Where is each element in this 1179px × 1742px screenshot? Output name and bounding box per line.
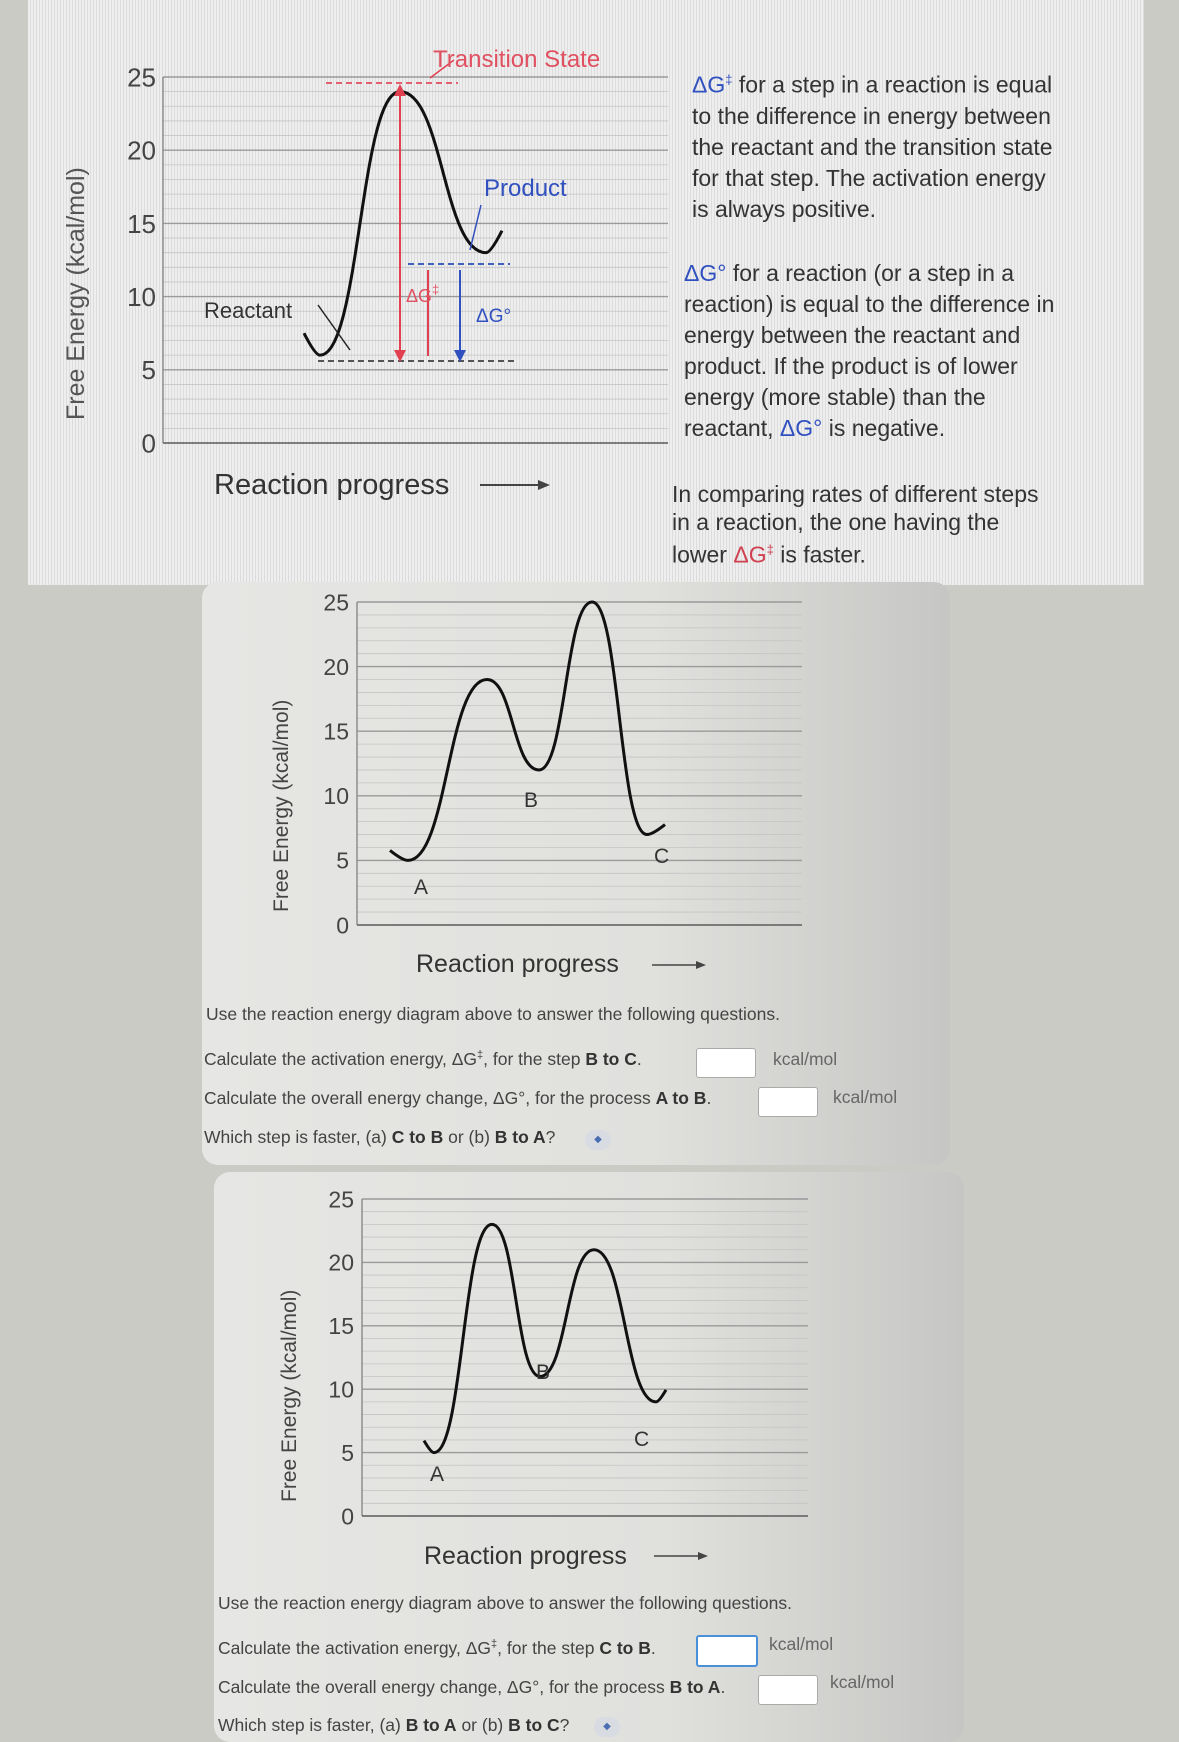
note-line: is negative. xyxy=(822,415,946,441)
problem-card-2 xyxy=(214,1172,964,1742)
question-text: . xyxy=(720,1677,726,1697)
y-tick-label-25: 25 xyxy=(127,62,156,93)
y-tick-label-0: 0 xyxy=(341,1503,354,1530)
delta-g-arrow-head xyxy=(454,350,466,362)
note-line: reaction) is equal to the difference in xyxy=(684,291,1055,317)
point-a-label: A xyxy=(414,876,429,899)
y-tick-label-10: 10 xyxy=(328,1376,354,1403)
product-pointer-line xyxy=(470,205,481,250)
problem1-question-faster xyxy=(204,1127,555,1148)
point-b-label: B xyxy=(536,1361,551,1384)
y-tick-label-10: 10 xyxy=(127,281,156,312)
question-text: , for the step xyxy=(497,1638,600,1658)
reference-x-arrow-head xyxy=(538,480,550,490)
y-tick-label-5: 5 xyxy=(336,847,349,874)
reference-panel xyxy=(28,0,1144,585)
question-text: , for the step xyxy=(483,1049,586,1069)
point-c-label: C xyxy=(634,1428,650,1451)
y-tick-label-0: 0 xyxy=(336,912,349,939)
problem1-ylabel: Free Energy (kcal/mol) xyxy=(270,699,293,912)
reference-tick-labels xyxy=(127,62,156,458)
y-tick-label-5: 5 xyxy=(341,1439,354,1466)
question-text: ? xyxy=(559,1715,570,1735)
problem1-intro: Use the reaction energy diagram above to answer the following questions. xyxy=(206,1004,780,1024)
question-text: Which step is faster, (a) xyxy=(218,1715,406,1735)
note-line: in a reaction, the one having the xyxy=(672,509,1000,535)
y-tick-label-10: 10 xyxy=(323,783,349,810)
overall-energy-input[interactable] xyxy=(758,1087,818,1117)
problem2-tick-labels xyxy=(328,1186,354,1529)
y-tick-label-15: 15 xyxy=(127,208,156,239)
problem2-xlabel: Reaction progress xyxy=(424,1542,627,1570)
question-text: or (b) xyxy=(456,1715,509,1735)
note-dg-standard-symbol: ΔG° xyxy=(779,415,823,441)
problem2-question-overall xyxy=(218,1677,725,1698)
question-text: Calculate the activation energy, ΔG xyxy=(204,1049,478,1069)
reference-xlabel: Reaction progress xyxy=(214,469,450,501)
question-text: . xyxy=(636,1049,642,1069)
note-line: energy between the reactant and xyxy=(684,322,1021,348)
note-line: for that step. The activation energy xyxy=(692,164,1046,191)
note-line: to the difference in energy between xyxy=(692,102,1051,129)
question-text: ? xyxy=(545,1127,556,1147)
delta-g-note xyxy=(684,258,1054,444)
activation-energy-input[interactable] xyxy=(696,1635,758,1667)
problem2-chart xyxy=(214,1172,964,1572)
problem2-intro: Use the reaction energy diagram above to answer the following questions. xyxy=(218,1593,792,1613)
step-label: B to C xyxy=(508,1715,560,1735)
problem1-x-arrow-head xyxy=(696,961,706,969)
problem2-gridlines xyxy=(362,1199,808,1516)
dagger-symbol: ‡ xyxy=(491,1638,498,1651)
note-dg-symbol: ΔG xyxy=(692,71,726,98)
y-tick-label-25: 25 xyxy=(323,589,349,616)
dagger-symbol: ‡ xyxy=(477,1049,484,1062)
question-text: Calculate the activation energy, ΔG xyxy=(218,1638,492,1658)
question-text: Which step is faster, (a) xyxy=(204,1127,392,1147)
y-tick-label-20: 20 xyxy=(323,653,349,680)
reactant-label: Reactant xyxy=(204,298,293,323)
faster-step-select[interactable] xyxy=(585,1130,611,1150)
activation-arrow-head-down xyxy=(394,350,406,362)
overall-energy-unit: kcal/mol xyxy=(833,1087,898,1107)
note-line: the reactant and the transition state xyxy=(692,133,1053,160)
y-tick-label-0: 0 xyxy=(141,428,156,459)
activation-energy-unit: kcal/mol xyxy=(773,1049,838,1069)
point-a-label: A xyxy=(430,1463,445,1486)
step-label: C to B xyxy=(391,1127,444,1147)
note-line: is faster. xyxy=(773,541,866,568)
step-label: B to A xyxy=(405,1715,457,1735)
note-dg-standard-symbol: ΔG° xyxy=(684,260,727,286)
note-line: for a reaction (or a step in a xyxy=(726,260,1015,286)
updown-chevron-icon: ◆ xyxy=(603,1721,611,1732)
note-line: is always positive. xyxy=(692,195,877,222)
updown-chevron-icon: ◆ xyxy=(594,1134,602,1145)
note-line: reactant, xyxy=(684,415,780,441)
activation-arrow-head-up xyxy=(394,84,406,96)
problem1-tick-labels xyxy=(323,589,349,938)
problem2-ylabel: Free Energy (kcal/mol) xyxy=(278,1289,301,1502)
note-line: energy (more stable) than the xyxy=(684,384,986,410)
overall-energy-input[interactable] xyxy=(758,1675,818,1705)
step-label: B to A xyxy=(669,1677,721,1697)
problem1-xlabel: Reaction progress xyxy=(416,950,619,978)
rate-comparison-note xyxy=(672,480,1039,569)
note-line: lower xyxy=(672,541,734,568)
product-label: Product xyxy=(484,175,567,202)
dg-standard-label: ΔG° xyxy=(476,306,512,327)
point-b-label: B xyxy=(524,789,539,812)
note-dg-dagger: ‡ xyxy=(725,72,733,87)
problem1-question-activation xyxy=(204,1049,642,1070)
question-text: . xyxy=(650,1638,656,1658)
y-tick-label-20: 20 xyxy=(328,1249,354,1276)
step-label: B to A xyxy=(494,1127,546,1147)
y-tick-label-25: 25 xyxy=(328,1186,354,1213)
note-line: for a step in a reaction is equal xyxy=(732,71,1053,98)
y-tick-label-15: 15 xyxy=(328,1313,354,1340)
question-text: Calculate the overall energy change, ΔG°, for the process xyxy=(218,1677,670,1697)
overall-energy-unit: kcal/mol xyxy=(830,1672,895,1692)
problem1-question-overall xyxy=(204,1088,711,1109)
reference-ylabel: Free Energy (kcal/mol) xyxy=(62,167,90,420)
problem2-question-activation xyxy=(218,1638,656,1659)
activation-energy-input[interactable] xyxy=(696,1048,756,1078)
step-label: C to B xyxy=(599,1638,651,1658)
activation-energy-unit: kcal/mol xyxy=(769,1634,834,1654)
transition-state-label: Transition State xyxy=(433,46,601,73)
note-line: product. If the product is of lower xyxy=(684,353,1018,379)
question-text: Calculate the overall energy change, ΔG°, for the process xyxy=(204,1088,656,1108)
y-tick-label-15: 15 xyxy=(323,718,349,745)
y-tick-label-20: 20 xyxy=(127,135,156,166)
question-text: or (b) xyxy=(443,1127,495,1147)
note-dg-dagger: ‡ xyxy=(766,542,774,557)
activation-energy-note xyxy=(692,64,1053,225)
problem2-question-faster xyxy=(218,1715,569,1736)
problem2-x-arrow-head xyxy=(698,1552,708,1560)
point-c-label: C xyxy=(654,845,670,868)
problem-card-1 xyxy=(202,582,950,1165)
step-label: B to C xyxy=(585,1049,637,1069)
note-dg-symbol: ΔG xyxy=(733,541,767,568)
dg-activation-label: ΔG‡ xyxy=(406,282,440,306)
y-tick-label-5: 5 xyxy=(141,355,156,386)
reference-gridlines xyxy=(163,77,668,443)
question-text: . xyxy=(706,1088,712,1108)
faster-step-select[interactable] xyxy=(594,1717,620,1737)
step-label: A to B xyxy=(655,1088,707,1108)
problem1-chart xyxy=(202,582,950,982)
note-line: In comparing rates of different steps xyxy=(672,481,1039,507)
